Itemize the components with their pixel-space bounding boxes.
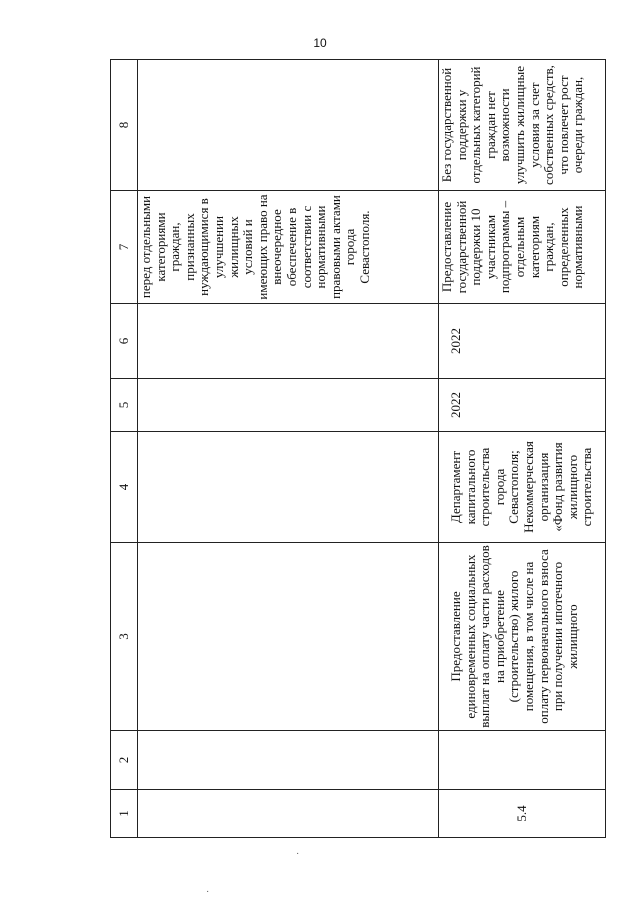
header-cell-7: 7 bbox=[111, 191, 138, 304]
header-cell-1: 1 bbox=[111, 790, 138, 838]
measure-text: Предоставление единовременных социальных выплат на оплату части расходов на приобретение (строительство) жилого помещения, в том числе на оплату первоначального взноса при получении ипотечного жилищного bbox=[448, 545, 580, 728]
header-cell-6: 6 bbox=[111, 304, 138, 379]
header-cell-2: 2 bbox=[111, 731, 138, 790]
table-row-continued bbox=[138, 60, 439, 838]
cell-result-continued bbox=[138, 191, 439, 304]
program-table bbox=[110, 60, 605, 838]
header-cell-5: 5 bbox=[111, 379, 138, 432]
cell-consequences bbox=[439, 60, 606, 191]
scan-speck: · bbox=[206, 886, 210, 897]
result-text: перед отдельными категориями граждан, признанных нуждающимися в улучшении жилищных условий и имеющих право на внеочередное обеспечение в соответствии с нормативными правовыми актами города Севастополя. bbox=[138, 194, 372, 300]
end-year: 2022 bbox=[448, 328, 463, 354]
result-text: Предоставление государственной поддержки 10 участникам подпрограммы – отдельным категориям граждан, определенных нормативными bbox=[439, 200, 586, 294]
cell-empty bbox=[138, 432, 439, 543]
consequences-text: Без государственной поддержки у отдельных категорий граждан нет возможности улучшить жилищные условия за счет собственных средств, что повлечет рост очереди граждан, bbox=[439, 65, 586, 185]
header-cell-8: 8 bbox=[111, 60, 138, 191]
cell-end-year bbox=[439, 304, 606, 379]
start-year: 2022 bbox=[448, 392, 463, 418]
header-cell-4: 4 bbox=[111, 432, 138, 543]
cell-empty bbox=[439, 731, 606, 790]
cell-measure bbox=[439, 543, 606, 731]
page-number: 10 bbox=[313, 36, 327, 50]
cell-start-year bbox=[439, 379, 606, 432]
cell-executor bbox=[439, 432, 606, 543]
cell-empty bbox=[138, 304, 439, 379]
row-number: 5.4 bbox=[439, 790, 606, 838]
cell-empty bbox=[138, 379, 439, 432]
cell-result bbox=[439, 191, 606, 304]
cell-empty bbox=[138, 790, 439, 838]
header-cell-3: 3 bbox=[111, 543, 138, 731]
executor-text: Департамент капитального строительства города Севастополя; Некоммерческая организация «Фонд развития жилищного строительства bbox=[448, 441, 595, 533]
table-header-row bbox=[111, 60, 138, 838]
cell-empty bbox=[138, 60, 439, 191]
table-row-5-4 bbox=[439, 60, 606, 838]
cell-empty bbox=[138, 731, 439, 790]
scan-speck: · bbox=[296, 848, 300, 859]
cell-empty bbox=[138, 543, 439, 731]
